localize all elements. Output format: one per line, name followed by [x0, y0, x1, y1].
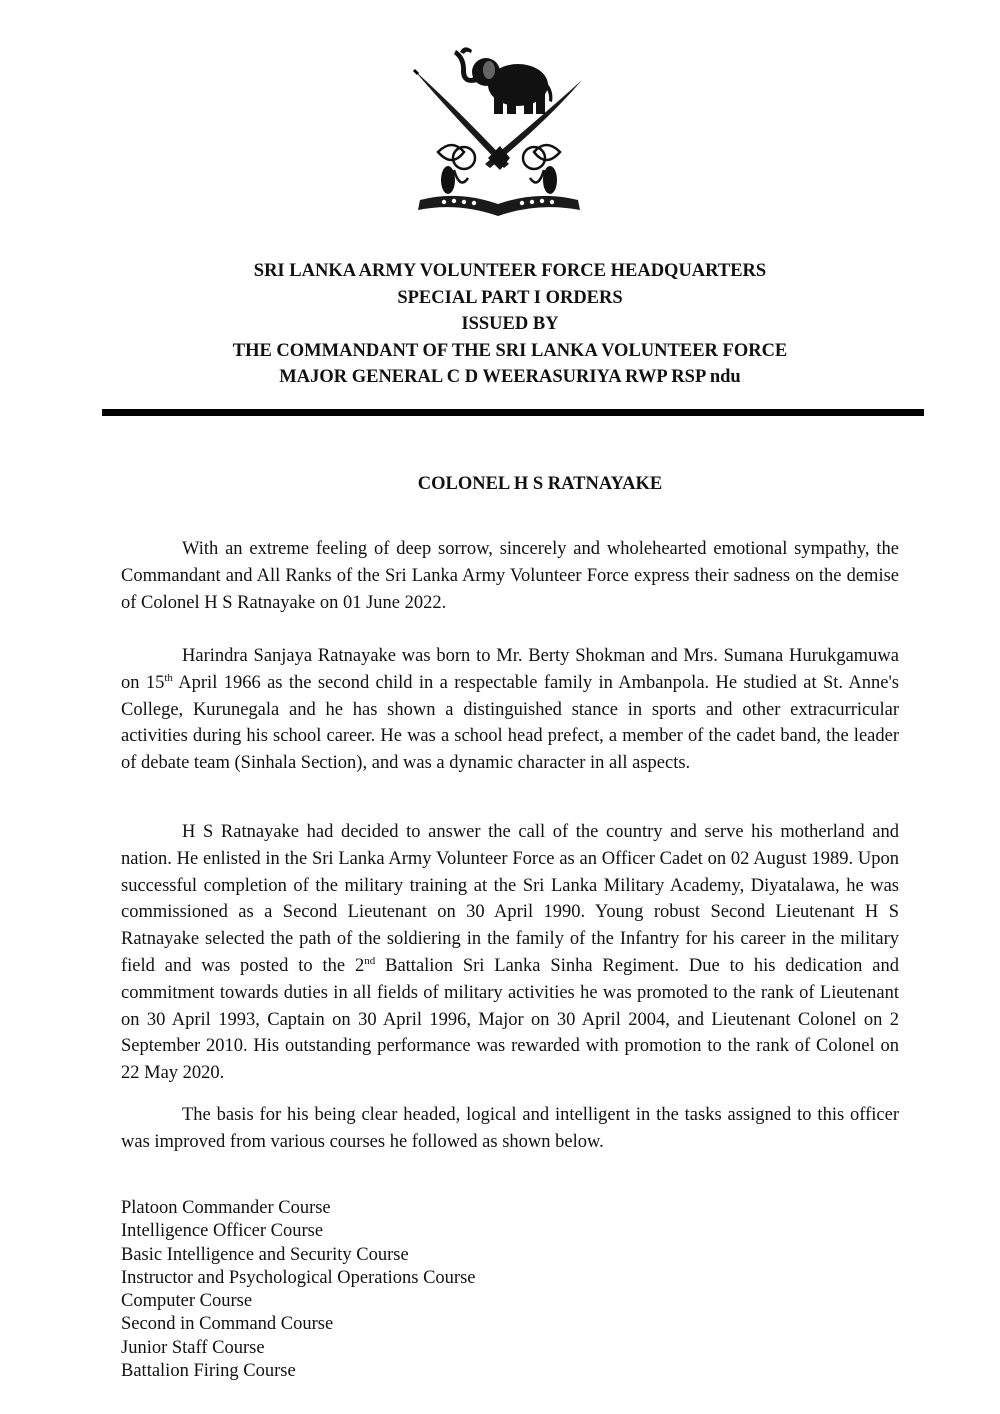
paragraph-military-career-text-b: Battalion Sri Lanka Sinha Regiment. Due to his dedication and commitment towards duties in all fields of military activities he was promoted to the rank of Lieutenant on 30 April 1993, Captain on 30 April 1996, Major on 30 April 2004, and Lieutenant Colonel on 2 September 2010. His outstanding performance was rewarded with promotion to the rank of Colonel on 22 May 2020.	[121, 955, 899, 1084]
paragraph-early-life-text-b: April 1966 as the second child in a respectable family in Ambanpola. He studied at St. Anne's College, Kurunegala and he has shown a distinguished stance in sports and other extracurricular activities during his school career. He was a school head prefect, a member of the cadet band, the leader of debate team (Sinhala Section), and was a dynamic character in all aspects.	[121, 672, 899, 774]
ordinal-suffix: th	[164, 671, 173, 684]
page-title: COLONEL H S RATNAYAKE	[417, 474, 663, 494]
paragraph-courses-intro: The basis for his being clear headed, logical and intelligent in the tasks assigned to this officer was improved from various courses he followed as shown below.	[121, 1105, 899, 1152]
header-divider	[102, 409, 924, 416]
list-item: Second in Command Course	[121, 1314, 334, 1335]
ordinal-suffix: nd	[364, 954, 376, 967]
paragraph-condolence: With an extreme feeling of deep sorrow, sincerely and wholehearted emotional sympathy, the Commandant and All Ranks of the Sri Lanka Army Volunteer Force express their sadness on the demise of Colonel H S Ratnayake on 01 June 2022.	[121, 539, 899, 613]
paragraph-early-life	[121, 643, 899, 777]
list-item: Battalion Firing Course	[121, 1361, 296, 1382]
list-item: Intelligence Officer Course	[121, 1221, 324, 1242]
header-line-major-general: MAJOR GENERAL C D WEERASURIYA RWP RSP ndu	[279, 367, 741, 387]
header-line-hq: SRI LANKA ARMY VOLUNTEER FORCE HEADQUARTERS	[253, 261, 767, 281]
courses-list	[121, 1197, 476, 1383]
header-line-commandant: THE COMMANDANT OF THE SRI LANKA VOLUNTEER FORCE	[232, 340, 788, 361]
paragraph-military-career-text-a: H S Ratnayake had decided to answer the call of the country and serve his motherland and nation. He enlisted in the Sri Lanka Army Volunteer Force as an Officer Cadet on 02 August 1989. Upon successful completion of the military training at the Sri Lanka Military Academy, Diyatalawa, he was commissioned as a Second Lieutenant on 30 April 1990. Young robust Second Lieutenant H S Ratnayake selected the path of the soldiering in the family of the Infantry for his career in the military field and was posted to the 2	[121, 822, 899, 976]
list-item: Basic Intelligence and Security Course	[121, 1244, 409, 1265]
elephant-crest-icon	[408, 40, 588, 218]
list-item: Platoon Commander Course	[121, 1198, 331, 1218]
orders-header	[0, 258, 1000, 391]
header-line-issued-by: ISSUED BY	[461, 314, 559, 334]
paragraph-early-life-text-a: Harindra Sanjaya Ratnayake was born to Mr. Berty Shokman and Mrs. Sumana Hurukgamuwa on 15	[121, 646, 899, 693]
list-item: Computer Course	[121, 1291, 253, 1312]
list-item: Instructor and Psychological Operations Course	[121, 1267, 476, 1288]
paragraph-military-career	[121, 819, 899, 1087]
list-item: Junior Staff Course	[121, 1337, 265, 1358]
header-line-orders: SPECIAL PART I ORDERS	[397, 287, 623, 308]
